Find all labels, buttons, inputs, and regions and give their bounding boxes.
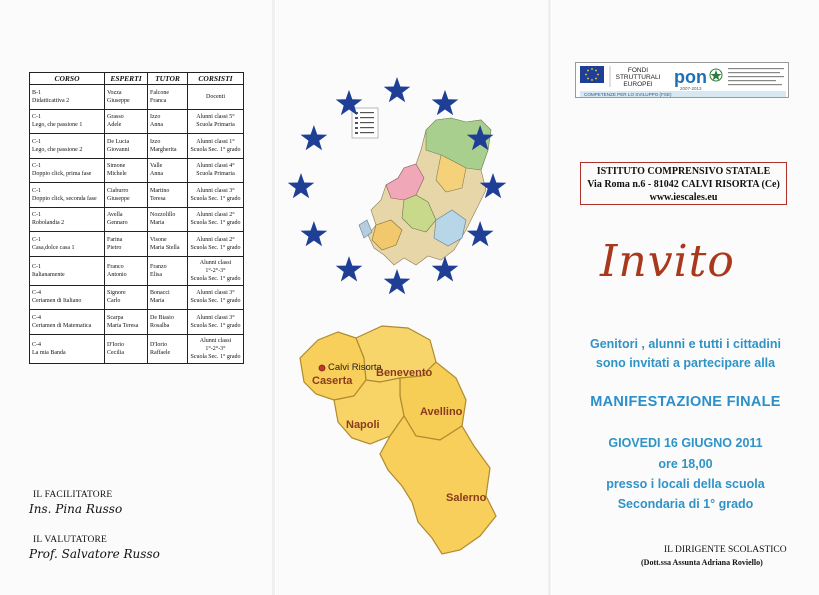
event-title: MANIFESTAZIONE FINALE (590, 394, 781, 410)
eu-star-icon (467, 221, 494, 246)
tutor-cell (148, 285, 188, 310)
course-cell-title: Didatticattiva 2 (32, 97, 70, 104)
esperto-cell-esperto2: Giuseppe (107, 97, 130, 104)
valutatore-title: IL VALUTATORE (33, 535, 108, 545)
course-cell-code: C-4 (32, 341, 41, 348)
corsisti-cell-corsisti1: Alunni classi 3° (196, 187, 235, 194)
tutor-cell (148, 158, 188, 183)
esperto-cell (105, 183, 148, 208)
esperto-cell-esperto1: D'Iorio (107, 341, 125, 348)
invite-line-2: sono invitati a partecipare alla (595, 356, 776, 370)
course-cell-title: Doppio click, seconda fase (32, 195, 97, 202)
esperto-cell (105, 134, 148, 159)
table-row (30, 285, 244, 310)
corsisti-cell-corsisti2: Scuola Sec. 1° grado (190, 322, 241, 329)
invite-line-1: Genitori , alunni e tutti i cittadini (590, 337, 781, 351)
campania-map (290, 318, 510, 563)
tutor-cell-tutor2: Anna (150, 171, 163, 178)
table-row (30, 85, 244, 110)
table-row (30, 109, 244, 134)
corsisti-cell-corsisti2: Scuola Sec. 1° grado (190, 244, 241, 251)
logos-strip (576, 63, 790, 99)
europe-map-illustration (276, 60, 548, 310)
header-tutor: TUTOR (148, 73, 188, 85)
header-corsisti: CORSISTI (188, 73, 244, 85)
esperto-cell-esperto1: Avella (107, 212, 123, 219)
tutor-cell-tutor2: Raffaele (150, 349, 171, 356)
esperto-cell-esperto2: Giovanni (107, 146, 130, 153)
esperto-cell (105, 285, 148, 310)
dirigente-name: (Dott.ssa Assunta Adriana Roviello) (641, 558, 763, 567)
tutor-cell-tutor1: Bonacci (150, 290, 170, 297)
corsisti-cell (188, 310, 244, 335)
course-cell (30, 285, 105, 310)
table-row (30, 158, 244, 183)
course-cell (30, 232, 105, 257)
course-cell-code: C-1 (32, 263, 41, 270)
esperto-cell-esperto1: Vozza (107, 89, 122, 96)
logos-bottom-strip: COMPETENZE PER LO SVILUPPO (FSE) (584, 92, 672, 97)
course-table (29, 72, 244, 364)
esperto-cell-esperto2: Giuseppe (107, 195, 130, 202)
esperto-cell-esperto2: Michele (107, 171, 127, 178)
province-avellino-label: Avellino (420, 406, 463, 418)
esperto-cell (105, 256, 148, 285)
esperto-cell (105, 85, 148, 110)
tutor-cell-tutor1: Martino (150, 187, 170, 194)
tutor-cell-tutor2: Maria Stella (150, 244, 180, 251)
tutor-cell (148, 310, 188, 335)
course-cell-code: C-1 (32, 236, 41, 243)
corsisti-cell-corsisti1: Docenti (206, 93, 225, 100)
corsisti-cell-corsisti2: Scuola Sec. 1° grado (190, 195, 241, 202)
corsisti-cell-corsisti2: Scuola Primaria (196, 122, 235, 129)
course-cell (30, 207, 105, 232)
course-cell-title: Robolandia 2 (32, 220, 65, 227)
course-cell (30, 109, 105, 134)
province-caserta-label: Caserta (312, 375, 353, 387)
eu-star-icon (432, 256, 459, 281)
esperto-cell-esperto1: Simone (107, 163, 126, 170)
corsisti-cell-corsisti1: Alunni classi 3° (196, 314, 235, 321)
valutatore-name: Prof. Salvatore Russo (29, 547, 160, 561)
esperto-cell-esperto1: Franco (107, 263, 124, 270)
corsisti-cell (188, 85, 244, 110)
esperto-cell-esperto2: Antonio (107, 271, 127, 278)
table-row (30, 334, 244, 363)
corsisti-cell (188, 256, 244, 285)
esperto-cell-esperto2: Gennaro (107, 220, 128, 227)
tutor-cell (148, 334, 188, 363)
course-cell (30, 158, 105, 183)
esperto-cell (105, 310, 148, 335)
esperto-cell-esperto2: Adele (107, 122, 122, 129)
corsisti-cell (188, 183, 244, 208)
tutor-cell-tutor1: Izzo (150, 138, 161, 145)
tutor-cell-tutor1: D'Iorio (150, 341, 168, 348)
course-cell-code: B-1 (32, 89, 41, 96)
eu-star-icon (336, 256, 363, 281)
esperto-cell-esperto1: Grasso (107, 114, 124, 121)
tutor-cell (148, 207, 188, 232)
course-cell-title: Certamen di Italiano (32, 298, 82, 305)
fold-line (272, 0, 275, 595)
header-corso: CORSO (30, 73, 105, 85)
corsisti-cell-corsisti1: Alunni classi 3° (196, 290, 235, 297)
tutor-cell-tutor1: Valle (150, 163, 163, 170)
school-name: ISTITUTO COMPRENSIVO STATALE (596, 166, 771, 177)
corsisti-cell (188, 207, 244, 232)
course-cell (30, 134, 105, 159)
tutor-cell-tutor2: Franca (150, 97, 167, 104)
town-label: Calvi Risorta (328, 362, 382, 373)
course-cell-code: C-1 (32, 163, 41, 170)
tutor-cell (148, 232, 188, 257)
course-cell-code: C-1 (32, 114, 41, 121)
tutor-cell-tutor1: Visone (150, 236, 167, 243)
course-cell-title: La mia Banda (32, 349, 66, 356)
europe-map (352, 108, 491, 265)
corsisti-cell (188, 232, 244, 257)
corsisti-cell-corsisti1: Alunni classi 2° (196, 212, 235, 219)
event-place-2: Secondaria di 1° grado (617, 497, 754, 511)
corsisti-cell-corsisti1: Alunni classi 5° (196, 114, 235, 121)
corsisti-cell-corsisti2: Scuola Sec. 1° grado (190, 146, 241, 153)
course-cell (30, 85, 105, 110)
invito-heading: Invito (600, 236, 735, 287)
course-cell-title: Certamen di Matematica (32, 322, 92, 329)
corsisti-cell (188, 158, 244, 183)
course-cell-title: Lego, che passione 1 (32, 122, 83, 129)
tutor-cell-tutor2: Margherita (150, 146, 177, 153)
table-row (30, 256, 244, 285)
corsisti-cell-corsisti1: Alunni classi 1° (196, 138, 235, 145)
corsisti-cell-corsisti2: Scuola Sec. 1° grado (190, 298, 241, 305)
tutor-cell (148, 134, 188, 159)
fondi-line1: FONDI (627, 67, 649, 74)
province-benevento-label: Benevento (376, 367, 433, 379)
table-row (30, 207, 244, 232)
corsisti-cell-corsisti1: Alunni classi 1°-2°-3° (199, 337, 232, 352)
pon-logo: pon (674, 67, 707, 87)
esperto-cell-esperto2: Carlo (107, 298, 121, 305)
corsisti-cell (188, 109, 244, 134)
corsisti-cell-corsisti1: Alunni classi 4° (196, 163, 235, 170)
course-cell-code: C-1 (32, 187, 41, 194)
esperto-cell (105, 158, 148, 183)
tutor-cell-tutor1: Falcone (150, 89, 169, 96)
eu-star-icon (432, 90, 459, 115)
facilitatore-name: Ins. Pina Russo (29, 502, 123, 516)
esperto-cell-esperto2: Maria Teresa (107, 322, 139, 329)
tutor-cell (148, 256, 188, 285)
tutor-cell (148, 109, 188, 134)
tutor-cell-tutor1: De Biasio (150, 314, 174, 321)
course-cell-code: C-4 (32, 314, 41, 321)
eu-star-icon (288, 173, 315, 198)
event-place-1: presso i locali della scuola (606, 477, 765, 491)
esperto-cell (105, 109, 148, 134)
school-address-box (580, 162, 787, 205)
table-row (30, 310, 244, 335)
eu-star-icon (301, 221, 328, 246)
tutor-cell (148, 85, 188, 110)
esperto-cell (105, 232, 148, 257)
tutor-cell-tutor2: Teresa (150, 195, 166, 202)
tutor-cell-tutor2: Maria (150, 298, 165, 305)
table-row (30, 134, 244, 159)
esperto-cell (105, 334, 148, 363)
school-website: www.iescales.eu (649, 192, 718, 203)
table-body (30, 85, 244, 364)
header-esperti: ESPERTI (105, 73, 148, 85)
table-row (30, 183, 244, 208)
corsisti-cell-corsisti2: Scuola Sec. 1° grado (190, 275, 241, 282)
course-cell (30, 256, 105, 285)
calvi-risorta-dot (319, 365, 325, 371)
province-salerno-label: Salerno (446, 492, 487, 504)
eu-star-icon (301, 125, 328, 150)
fold-line (548, 0, 551, 595)
corsisti-cell (188, 285, 244, 310)
course-cell-title: Lego, che passione 2 (32, 146, 83, 153)
fondi-line2: STRUTTURALI (615, 74, 661, 81)
course-cell (30, 310, 105, 335)
course-cell-code: C-1 (32, 138, 41, 145)
course-cell (30, 183, 105, 208)
esperto-cell (105, 207, 148, 232)
school-address: Via Roma n.6 - 81042 CALVI RISORTA (Ce) (587, 179, 780, 190)
corsisti-cell (188, 334, 244, 363)
corsisti-cell-corsisti2: Scuola Sec. 1° grado (190, 220, 241, 227)
esperto-cell-esperto2: Cecilia (107, 349, 124, 356)
dirigente-title: IL DIRIGENTE SCOLASTICO (664, 545, 787, 555)
course-cell-title: Doppio click, prima fase (32, 171, 92, 178)
tutor-cell-tutor2: Elisa (150, 271, 162, 278)
corsisti-cell-corsisti1: Alunni classi 2° (196, 236, 235, 243)
eu-star-icon (384, 77, 411, 102)
funding-logos-banner (575, 62, 789, 98)
course-cell-code: C-1 (32, 212, 41, 219)
table-row (30, 232, 244, 257)
tutor-cell-tutor2: Maria (150, 220, 165, 227)
province-napoli-label: Napoli (346, 419, 380, 431)
corsisti-cell (188, 134, 244, 159)
corsisti-cell-corsisti2: Scuola Sec. 1° grado (190, 353, 241, 360)
esperto-cell-esperto1: De Lucia (107, 138, 130, 145)
tutor-cell-tutor2: Rosalba (150, 322, 170, 329)
tutor-cell (148, 183, 188, 208)
fondi-line3: EUROPEI (623, 81, 653, 88)
tutor-cell-tutor1: Franzo (150, 263, 167, 270)
course-cell-title: Italianamente (32, 271, 65, 278)
event-date: GIOVEDI 16 GIUGNO 2011 (608, 436, 763, 450)
facilitatore-title: IL FACILITATORE (33, 490, 113, 500)
tutor-cell-tutor1: Nozzolillo (150, 212, 176, 219)
esperto-cell-esperto1: Scarpa (107, 314, 124, 321)
esperto-cell-esperto1: Farina (107, 236, 123, 243)
event-time: ore 18,00 (658, 457, 713, 471)
course-cell-title: Casa,dolce casa 1 (32, 244, 75, 251)
tutor-cell-tutor2: Anna (150, 122, 163, 129)
table-header-row (30, 73, 244, 85)
tutor-cell-tutor1: Izzo (150, 114, 161, 121)
esperto-cell-esperto1: Ciaburro (107, 187, 129, 194)
corsisti-cell-corsisti1: Alunni classi 1°-2°-3° (199, 259, 232, 274)
esperto-cell-esperto2: Pietro (107, 244, 122, 251)
corsisti-cell-corsisti2: Scuola Primaria (196, 171, 235, 178)
course-cell-code: C-4 (32, 290, 41, 297)
pon-years: 2007-2013 (680, 86, 702, 91)
course-cell (30, 334, 105, 363)
esperto-cell-esperto1: Signore (107, 290, 126, 297)
eu-star-icon (384, 269, 411, 294)
